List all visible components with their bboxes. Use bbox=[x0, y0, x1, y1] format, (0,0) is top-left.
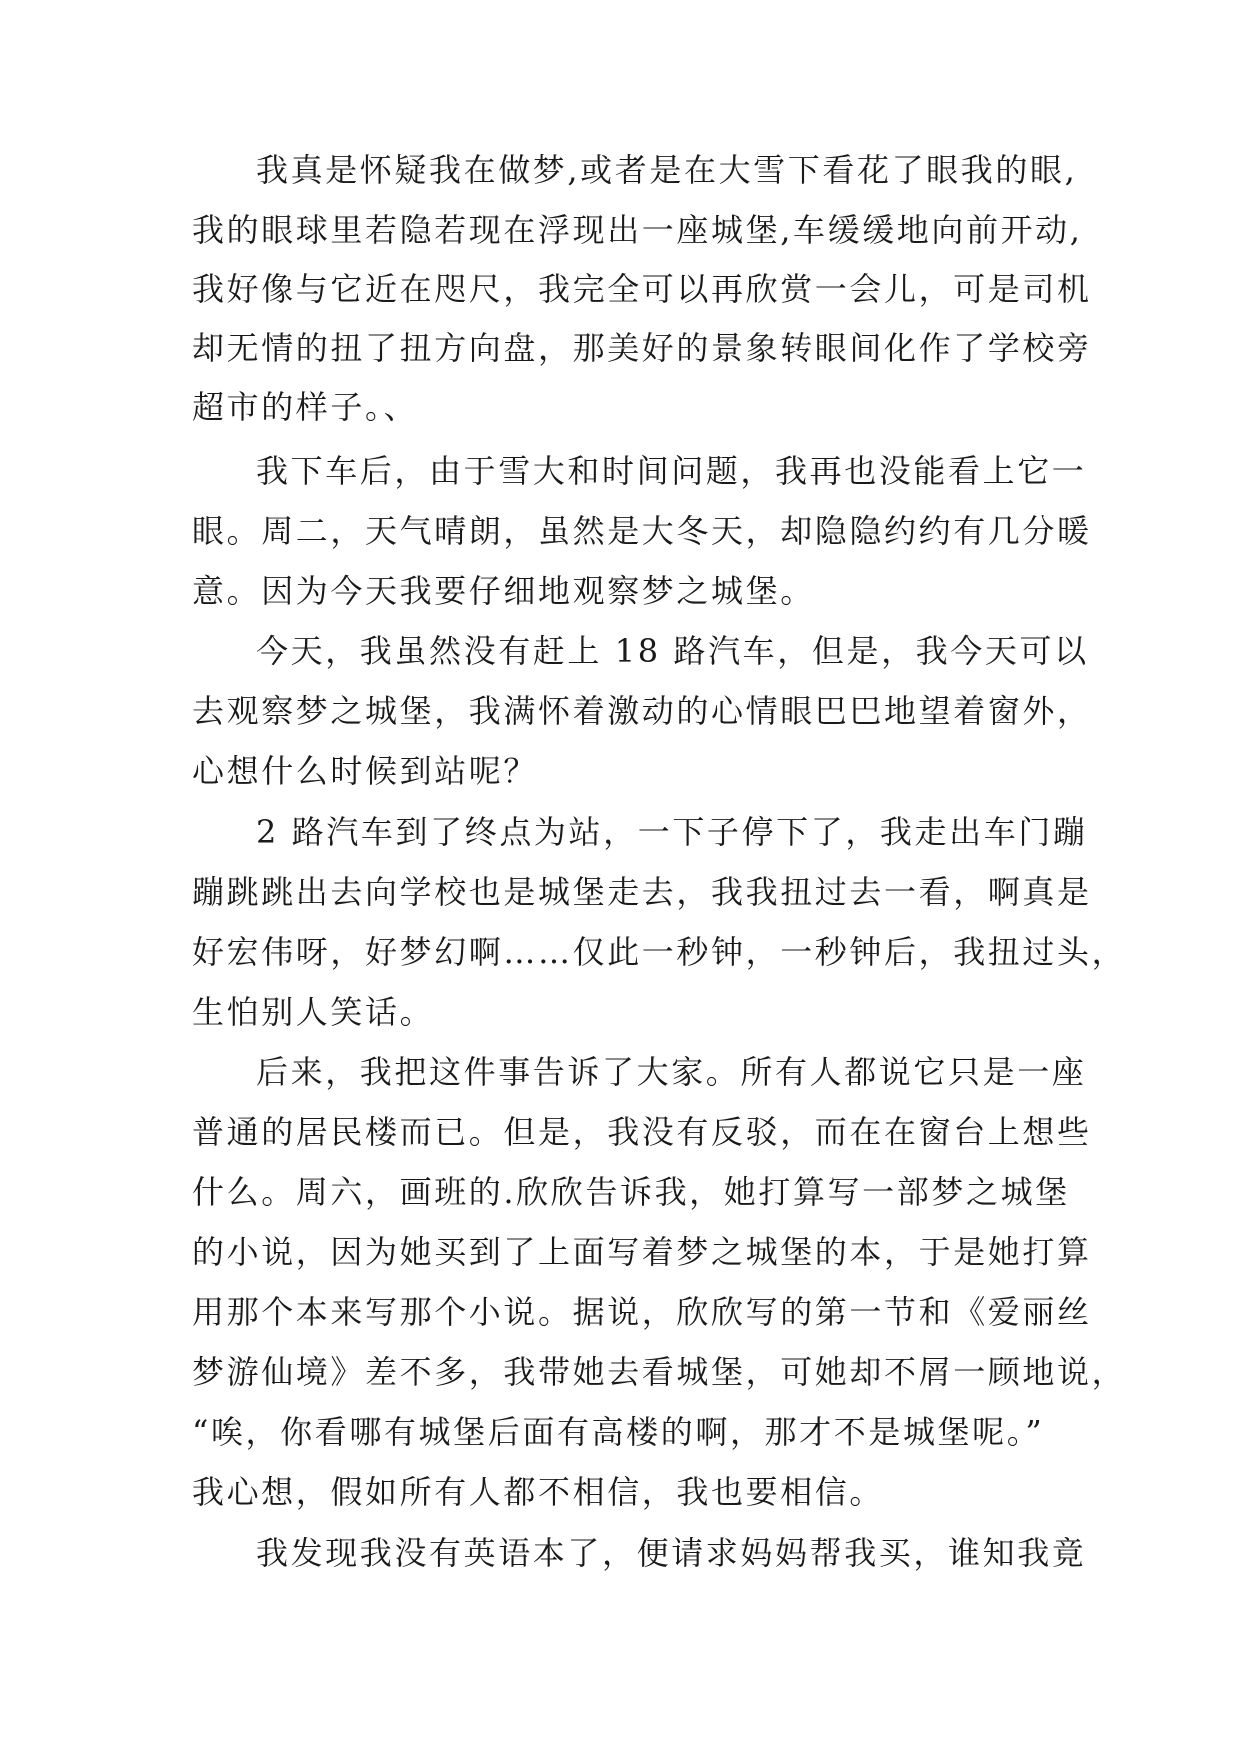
text-line: 我下车后，由于雪大和时间问题，我再也没能看上它一 bbox=[256, 452, 1087, 490]
text-line: 眼。周二，天气晴朗，虽然是大冬天，却隐隐约约有几分暖 bbox=[192, 512, 1092, 550]
text-line: 用那个本来写那个小说。据说，欣欣写的第一节和《爱丽丝 bbox=[192, 1293, 1092, 1331]
text-line: 梦游仙境》差不多，我带她去看城堡，可她却不屑一顾地说， bbox=[192, 1353, 1127, 1391]
text-line: 我好像与它近在咫尺，我完全可以再欣赏一会儿，可是司机 bbox=[192, 270, 1092, 308]
text-line: 好宏伟呀，好梦幻啊……仅此一秒钟，一秒钟后，我扭过头， bbox=[192, 933, 1127, 971]
text-line: 我的眼球里若隐若现在浮现出一座城堡,车缓缓地向前开动, bbox=[192, 211, 1083, 249]
text-line: 蹦跳跳出去向学校也是城堡走去，我我扭过去一看，啊真是 bbox=[192, 873, 1092, 911]
text-line: 生怕别人笑话。 bbox=[192, 993, 435, 1031]
text-line: 意。因为今天我要仔细地观察梦之城堡。 bbox=[192, 572, 815, 610]
text-line: “唉，你看哪有城堡后面有高楼的啊，那才不是城堡呢。” bbox=[192, 1413, 1045, 1451]
text-line: 我心想，假如所有人都不相信，我也要相信。 bbox=[192, 1473, 885, 1511]
text-line: 我真是怀疑我在做梦,或者是在大雪下看花了眼我的眼, bbox=[256, 151, 1078, 189]
text-line: 的小说，因为她买到了上面写着梦之城堡的本，于是她打算 bbox=[192, 1233, 1092, 1271]
text-line: 今天，我虽然没有赶上 18 路汽车，但是，我今天可以 bbox=[256, 632, 1089, 670]
text-line: 我发现我没有英语本了，便请求妈妈帮我买，谁知我竟 bbox=[256, 1534, 1087, 1572]
text-line: 什么。周六，画班的.欣欣告诉我，她打算写一部梦之城堡 bbox=[192, 1173, 1070, 1211]
text-line: 2 路汽车到了终点为站，一下子停下了，我走出车门蹦 bbox=[256, 813, 1088, 851]
text-line: 心想什么时候到站呢？ bbox=[192, 752, 539, 790]
text-line: 却无情的扭了扭方向盘，那美好的景象转眼间化作了学校旁 bbox=[192, 329, 1092, 367]
text-line: 超市的样子。、 bbox=[192, 388, 419, 426]
text-line: 普通的居民楼而已。但是，我没有反驳，而在在窗台上想些 bbox=[192, 1113, 1092, 1151]
text-line: 去观察梦之城堡，我满怀着激动的心情眼巴巴地望着窗外， bbox=[192, 692, 1092, 730]
text-line: 后来，我把这件事告诉了大家。所有人都说它只是一座 bbox=[256, 1053, 1087, 1091]
